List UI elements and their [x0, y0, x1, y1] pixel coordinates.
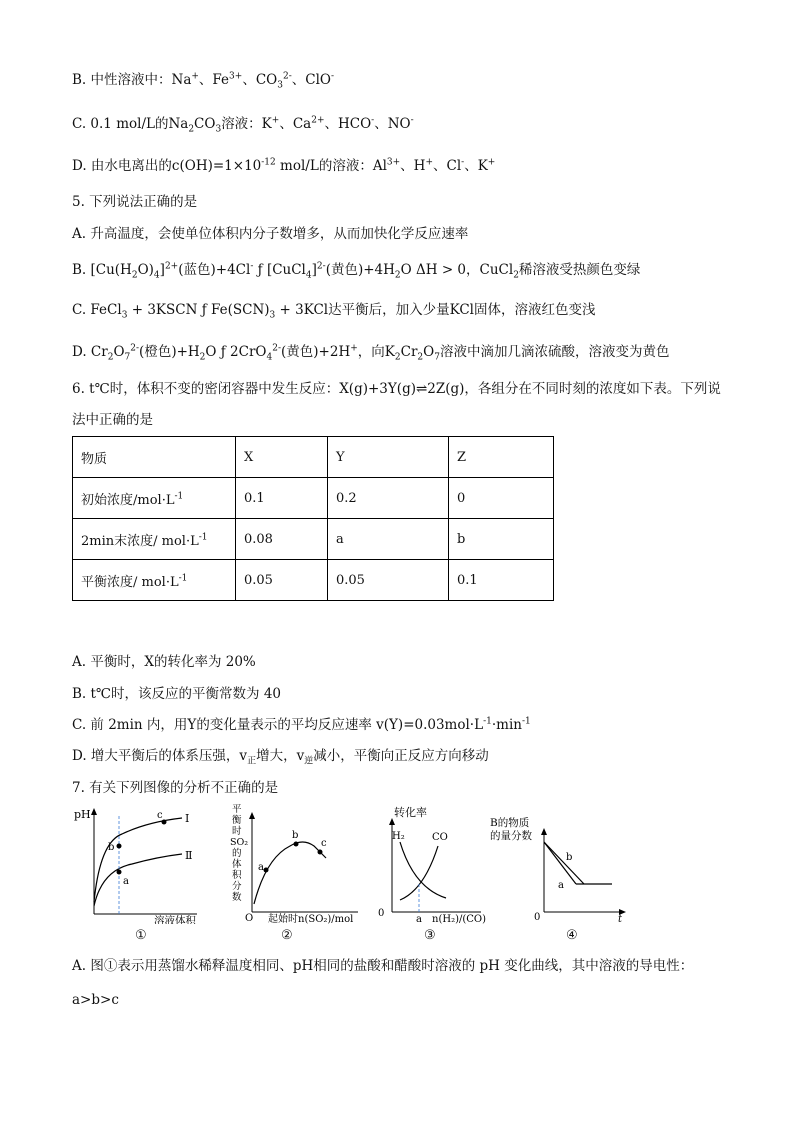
fig3-co-label: CO — [432, 832, 448, 843]
fig3-point-a: a — [416, 914, 422, 924]
fig4-label-b: b — [566, 852, 573, 863]
table-header-cell: Y — [328, 437, 449, 478]
fig3-caption: ③ — [424, 928, 436, 943]
figure-4 — [488, 802, 628, 928]
fig2-origin: O — [245, 913, 254, 924]
svg-text:数: 数 — [232, 892, 242, 903]
table-cell: 0 — [449, 478, 554, 519]
table-row — [73, 478, 554, 519]
q7-stem: 7. 有关下列图像的分析不正确的是 — [72, 780, 279, 796]
svg-text:体: 体 — [232, 859, 242, 870]
svg-text:SO₂: SO₂ — [230, 837, 249, 848]
fig1-curve-2: Ⅱ — [185, 849, 193, 862]
table-cell: 0.1 — [449, 560, 554, 601]
table-cell: 0.08 — [236, 519, 328, 560]
fig2-x-label: 起始时n(SO₂)/mol — [268, 914, 354, 924]
fig1-point-c: c — [157, 810, 163, 821]
table-cell: 0.05 — [328, 560, 449, 601]
table-cell: 0.2 — [328, 478, 449, 519]
svg-text:分: 分 — [232, 881, 242, 892]
fig4-x-label: t — [618, 914, 623, 924]
table-header-cell: Z — [449, 437, 554, 478]
svg-text:的: 的 — [232, 848, 242, 859]
figure-1 — [72, 802, 202, 928]
figure-3 — [376, 802, 486, 928]
table-cell: 0.05 — [236, 560, 328, 601]
table-cell-label: 2min末浓度/ $mol\cdot L^{-1}$ — [73, 519, 236, 560]
fig2-point-c: c — [321, 838, 327, 849]
q6-option-b: B. t℃时，该反应的平衡常数为 40 — [72, 686, 281, 702]
fig1-y-label: pH — [74, 808, 91, 821]
table-header-row — [73, 437, 554, 478]
option-d: D. 由水电离出的$c(OH)=1\times 10^{-12}$ mol/L的溶液：$Al^{3+}$、H+、Cl-、K+ — [72, 157, 496, 174]
table-cell: a — [328, 519, 449, 560]
fig2-point-a: a — [258, 862, 264, 873]
fig4-caption: ④ — [566, 928, 578, 943]
q7-option-a-line2: a>b>c — [72, 992, 119, 1008]
fig3-h2-label: H₂ — [392, 831, 405, 842]
table-cell-label: 初始浓度$/mol\cdot L^{-1}$ — [73, 478, 236, 519]
q6-option-d: D. 增大平衡后的体系压强，$v_正$增大，$v_逆$减小，平衡向正反应方向移动 — [72, 748, 489, 767]
fig3-y-label: 转化率 — [394, 806, 427, 819]
figure-2 — [228, 802, 363, 928]
q6-option-c: C. 前 2min 内，用Y的变化量表示的平均反应速率 $v(Y)=0.03mol\cdot L^{-1}\cdot\min^{-1}$ — [72, 716, 531, 733]
q6-stem-line2: 法中正确的是 — [72, 412, 153, 428]
table-cell: 0.1 — [236, 478, 328, 519]
table-row — [73, 560, 554, 601]
fig1-point-b: b — [108, 842, 115, 853]
q6-option-a: A. 平衡时，X的转化率为 20% — [72, 654, 256, 670]
table-header-cell: 物质 — [73, 437, 236, 478]
svg-text:积: 积 — [232, 870, 242, 881]
table-cell: b — [449, 519, 554, 560]
q5-option-a: A. 升高温度，会使单位体积内分子数增多，从而加快化学反应速率 — [72, 226, 469, 242]
table-cell-label: 平衡浓度/ $mol\cdot L^{-1}$ — [73, 560, 236, 601]
fig1-point-a: a — [123, 876, 129, 887]
fig1-x-label: 溶液体积 — [154, 915, 196, 924]
fig3-zero: 0 — [378, 908, 385, 919]
fig4-zero: 0 — [534, 912, 541, 923]
fig2-y-label — [230, 804, 248, 903]
svg-text:衡: 衡 — [232, 815, 242, 826]
fig2-caption: ② — [281, 928, 293, 943]
svg-text:时: 时 — [232, 826, 242, 837]
q5-option-b: B. $[Cu(H_2O)_4]^{2+}$(蓝色)+4Cl- ƒ [CuCl$_4$]$^{2-}$(黄色)$+4H_2O$ ΔH > 0，CuCl$_2$稀溶液受热颜色变绿 — [72, 261, 641, 281]
fig2-point-b: b — [292, 830, 299, 841]
q7-option-a-line1: A. 图①表示用蒸馏水稀释温度相同、pH相同的盐酸和醋酸时溶液的 pH 变化曲线，其中溶液的导电性： — [72, 958, 694, 974]
q6-stem-line1: 6. t℃时，体积不变的密闭容器中发生反应：X(g)+3Y(g)⇌2Z(g)，各组分在不同时刻的浓度如下表。下列说 — [72, 381, 721, 397]
q5-stem: 5. 下列说法正确的是 — [72, 194, 198, 210]
fig1-curve-1: Ⅰ — [185, 812, 190, 825]
option-b: B. 中性溶液中：Na+、$Fe^{3+}$、$CO_3^{2-}$、ClO- — [72, 71, 335, 91]
fig4-y-label-2: 的量分数 — [490, 830, 532, 842]
q5-option-d: D. $Cr_2O_7^{2-}$(橙色)$+H_2O$ ƒ 2CrO$_4^{2-}$(黄色)+2H+，向$K_2Cr_2O_7$溶液中滴加几滴浓硫酸，溶液变为黄色 — [72, 343, 670, 363]
table-row — [73, 519, 554, 560]
q5-option-c: C. FeCl$_3$ + 3KSCN ƒ $Fe(SCN)_3 + 3KCl$达平衡后，加入少量KCl固体，溶液红色变浅 — [72, 302, 596, 321]
table-header-cell: X — [236, 437, 328, 478]
concentration-table — [72, 436, 554, 601]
fig3-x-label: n(H₂)/(CO) — [432, 914, 486, 924]
fig4-label-a: a — [558, 880, 564, 891]
fig1-caption: ① — [135, 928, 147, 943]
option-c: C. 0.1 mol/L的$Na_2CO_3$溶液：K+、$Ca^{2+}$、HCO-、NO- — [72, 115, 414, 135]
fig4-y-label-1: B的物质 — [490, 817, 530, 829]
svg-text:平: 平 — [232, 804, 242, 815]
